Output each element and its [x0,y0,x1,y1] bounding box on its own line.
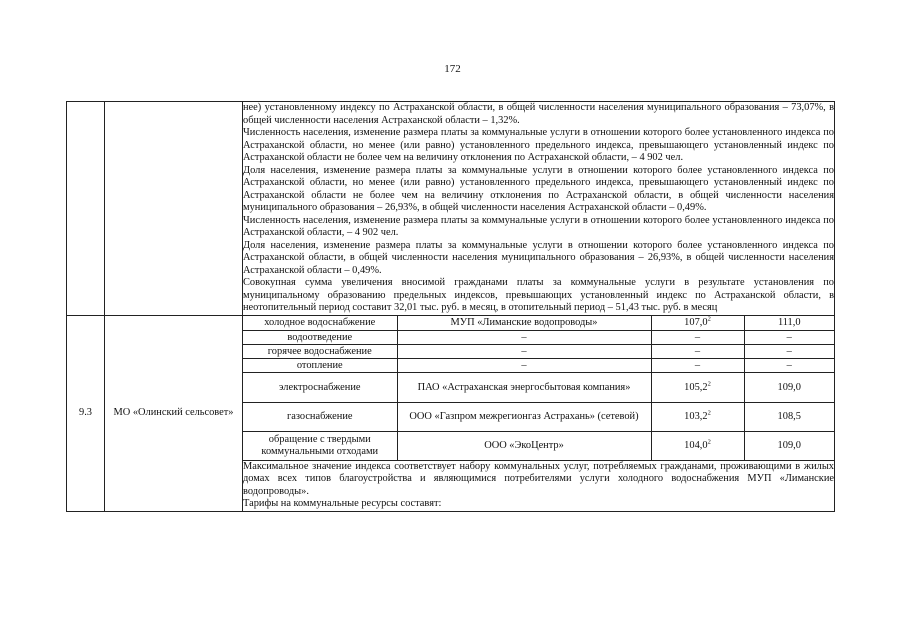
row-number: 9.3 [67,315,105,511]
table-row-services [67,315,835,460]
paragraph: Максимальное значение индекса соответствует набору коммунальных услуг, потребляемых гражданами, проживающими в жилых домах всех типов благоустройства и являющимися потребителями услуги холодного водоснабжения МУП «Лиманские водопроводы». [243,460,834,497]
service-provider: – [397,331,651,345]
service-index: 105,2$^2$ [651,373,744,403]
service-row [243,373,834,403]
paragraph: Совокупная сумма увеличения вносимой гражданами платы за коммунальные услуги в результате установления по муниципальному образованию предельных индексов, превышающих установленный индекс по Астраханской области, в неотопительный период составит 32,01 тыс. руб. в месяц, в отопительный период – 51,43 тыс. руб. в месяц [243,277,834,313]
service-row [243,331,834,345]
service-row [243,345,834,359]
service-name: электроснабжение [243,373,397,403]
paragraph: Доля населения, изменение размера платы за коммунальные услуги в отношении которого более установленного индекса по Астраханской области, в общей численности населения муниципального образования – 26,93%, в общей численности населения Астраханской области – 0,49%. [243,239,834,276]
service-provider: МУП «Лиманские водопроводы» [397,316,651,331]
service-name: отопление [243,359,397,373]
paragraph: Доля населения, изменение размера платы за коммунальные услуги в отношении которого более установленного индекса по Астраханской области, но менее (или равно) установленного предельного индекса, превышающего установленный индекс по Астраханской области не более чем на величину отклонения по Астраханской области, в общей численности населения муниципального образования – 26,93%, в общей численности населения Астраханской области – 0,49%. [243,164,834,213]
table-row-continuation [67,102,835,316]
service-name: газоснабжение [243,403,397,432]
paragraph: Тарифы на коммунальные ресурсы составят: [243,498,442,509]
service-row [243,432,834,460]
service-provider: – [397,359,651,373]
number-cell-empty [67,102,105,316]
service-limit: 108,5 [744,403,834,432]
summary-cell [243,460,835,511]
service-row [243,316,834,331]
service-index: 104,0$^2$ [651,432,744,460]
service-provider: – [397,345,651,359]
page-number: 172 [444,63,461,75]
description-cell [243,102,835,316]
service-limit: 109,0 [777,440,801,451]
service-index: 103,2$^2$ [651,403,744,432]
service-provider: ПАО «Астраханская энергосбытовая компания» [397,373,651,403]
services-cell [243,315,835,460]
service-row [243,403,834,432]
service-index: – [651,359,744,373]
services-table [243,316,834,460]
service-name: водоотведение [243,331,397,345]
service-name: холодное водоснабжение [243,316,397,331]
mo-cell-empty [105,102,243,316]
service-name: горячее водоснабжение [243,345,397,359]
paragraph: Численность населения, изменение размера платы за коммунальные услуги в отношении которого более установленного индекса по Астраханской области, но менее (или равно) установленного предельного индекса, превышающего установленный индекс по Астраханской области не более чем на величину отклонения по Астраханской области, – 4 902 чел. [243,127,834,163]
service-index: 107,0$^2$ [651,316,744,331]
service-limit: – [744,345,834,359]
service-index: – [651,331,744,345]
municipality-name: МО «Олинский сельсовет» [105,315,243,511]
service-provider: ООО «Газпром межрегионгаз Астрахань» (сетевой) [397,403,651,432]
service-limit: 111,0 [744,316,834,331]
service-limit: – [744,331,834,345]
service-name: обращение с твердыми коммунальными отходами [243,432,397,460]
service-limit: – [744,359,834,373]
service-index: – [651,345,744,359]
service-provider: ООО «ЭкоЦентр» [397,432,651,460]
service-row [243,359,834,373]
paragraph: нее) установленному индексу по Астраханской области, в общей численности населения муниципального образования – 73,07%, в общей численности населения Астраханской области – 1,32%. [243,102,834,126]
service-limit: 109,0 [744,373,834,403]
document-table [66,101,835,512]
paragraph: Численность населения, изменение размера платы за коммунальные услуги в отношении которого более установленного индекса по Астраханской области, – 4 902 чел. [243,214,834,238]
